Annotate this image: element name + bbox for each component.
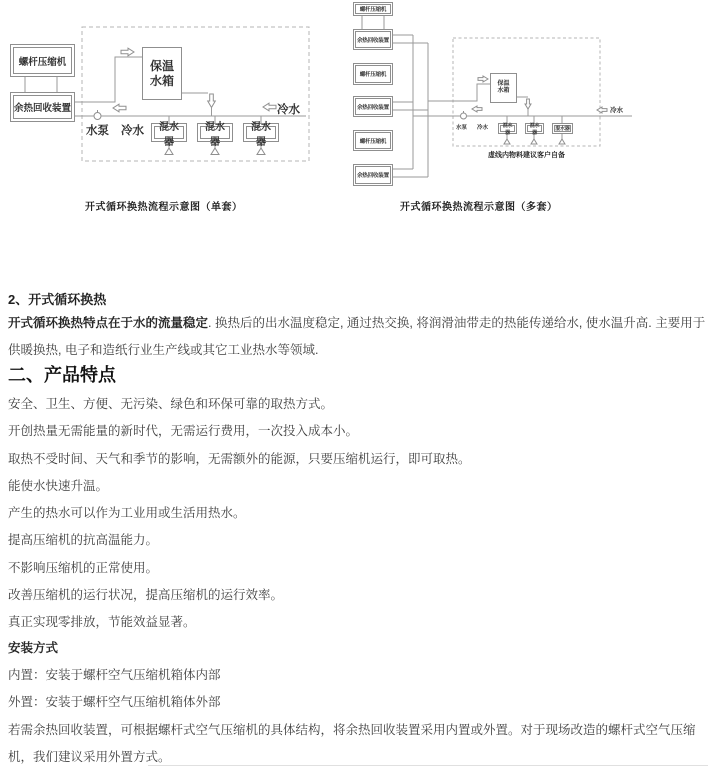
tank-label-line2: 水箱: [497, 88, 510, 94]
cold-water-supply-label: 冷水: [610, 107, 623, 114]
diagram-caption-single: 开式循环换热流程示意图（单套）: [85, 202, 243, 213]
intro-paragraph: [8, 310, 708, 365]
mixer-label: 混水器: [246, 126, 276, 139]
compressor-box: [353, 2, 393, 16]
mixer-box: [525, 123, 544, 134]
install-inner-line: 内置：安装于螺杆空气压缩机箱体内部: [8, 668, 221, 682]
insulated-tank-box: [490, 73, 517, 103]
drain-triangle-icon: [211, 148, 219, 155]
pump-icon: [461, 113, 467, 119]
flow-diagrams: [0, 0, 710, 230]
cold-water-supply-label: 冷水: [277, 104, 300, 116]
heat-recovery-box: [353, 96, 393, 117]
feature-item: 开创热量无需能量的新时代，无需运行费用，一次投入成本小。: [8, 424, 359, 439]
mixer-label: 混水器: [555, 126, 570, 132]
feature-item: 安全、卫生、方便、无污染、绿色和环保可靠的取热方式。: [8, 397, 334, 411]
mixer-label: 混水器: [154, 126, 184, 139]
feature-item: 改善压缩机的运行状况，提高压缩机的运行效率。: [8, 588, 284, 603]
flow-arrow-left-icon: [472, 106, 482, 112]
dashed-area-note: 虚线内物料建议客户自备: [488, 152, 565, 159]
pipe-hot-to-tank: [428, 84, 490, 101]
feature-item: 产生的热水可以作为工业用或生活用热水。: [8, 506, 246, 521]
tank-label-line1: 保温: [497, 80, 510, 87]
drain-triangle-icon: [504, 139, 510, 144]
compressor-label: 螺杆压缩机: [355, 4, 391, 14]
install-note-paragraph: 若需余热回收装置，可根据螺杆式空气压缩机的具体结构，将余热回收装置采用内置或外置。对于现场改造的螺杆式空气压缩机，我们建议采用外置方式。: [8, 723, 696, 765]
mixer-label: 混水器: [200, 126, 230, 139]
tank-label-line2: 水箱: [149, 73, 174, 88]
bottom-divider: [148, 765, 708, 766]
mixer-box: [151, 121, 187, 148]
install-heading: 安装方式: [8, 641, 59, 655]
mixer-box: [552, 123, 573, 134]
feature-item: 不影响压缩机的正常使用。: [8, 560, 159, 575]
flow-arrow-left-icon: [597, 107, 607, 113]
heat-recovery-label: 余热回收装置: [13, 95, 72, 119]
intro-bold-text: 开式循环换热特点在于水的流量稳定: [8, 316, 209, 330]
feature-item: 能使水快速升温。: [8, 478, 109, 493]
heat-recovery-box: [353, 29, 393, 50]
mixer-label: 混水器: [527, 125, 542, 132]
flow-arrow-left-icon: [263, 103, 276, 111]
flow-arrow-left-icon: [113, 104, 126, 112]
compressor-label: 螺杆压缩机: [355, 65, 391, 83]
pump-label: 水泵: [86, 125, 109, 137]
tank-label-line1: 保温: [149, 58, 174, 73]
pipe: [393, 169, 428, 177]
compressor-label: 螺杆压缩机: [13, 47, 72, 74]
heat-recovery-box: [353, 164, 393, 186]
mixer-box: [498, 123, 517, 134]
pump-icon: [94, 113, 101, 120]
heat-recovery-label: 余热回收装置: [355, 166, 391, 184]
pump-label: 水泵: [456, 125, 468, 131]
pipe: [393, 35, 428, 43]
features-list: [8, 391, 708, 637]
compressor-box: [353, 63, 393, 85]
heat-recovery-label: 余热回收装置: [355, 31, 391, 48]
features-heading: 二、产品特点: [8, 365, 116, 385]
pipe-hot-to-tank: [75, 57, 142, 102]
pipe: [362, 16, 384, 29]
section-heading: 2、开式循环换热: [8, 292, 107, 307]
diagram-caption-multi: 开式循环换热流程示意图（多套）: [400, 202, 558, 213]
flow-arrow-down-icon: [208, 94, 216, 108]
drain-triangle-icon: [257, 148, 265, 155]
heat-recovery-label: 余热回收装置: [355, 98, 391, 115]
install-outer-line: 外置：安装于螺杆空气压缩机箱体外部: [8, 695, 221, 709]
compressor-box: [353, 130, 393, 151]
drain-triangle-icon: [531, 139, 537, 144]
feature-item: 取热不受时间、天气和季节的影响，无需额外的能源，只要压缩机运行，即可取热。: [8, 451, 471, 466]
feature-item: 真正实现零排放，节能效益显著。: [8, 615, 196, 630]
flow-arrow-right-icon: [121, 48, 134, 56]
flow-arrow-right-icon: [478, 76, 488, 82]
mixer-box: [197, 121, 233, 148]
mixer-box: [243, 121, 279, 148]
heat-recovery-box: [10, 92, 75, 122]
drain-triangle-icon: [165, 148, 173, 155]
feature-item: 提高压缩机的抗高温能力。: [8, 533, 159, 548]
mixer-label: 混水器: [500, 125, 515, 132]
compressor-label: 螺杆压缩机: [355, 132, 391, 149]
cold-water-label: 冷水: [121, 125, 144, 137]
pipe: [393, 102, 428, 110]
compressor-box: [10, 44, 75, 77]
cold-water-label: 冷水: [477, 125, 489, 131]
insulated-tank-box: [142, 47, 182, 100]
intro-rest-text: . 换热后的出水温度稳定, 通过热交换, 将润滑油带走的热能传递给水, 使水温升高. 主要用于供暖换热, 电子和造纸行业生产线或其它工业热水等领域.: [8, 316, 706, 358]
drain-triangle-icon: [559, 139, 565, 144]
flow-arrow-down-icon: [525, 99, 531, 109]
